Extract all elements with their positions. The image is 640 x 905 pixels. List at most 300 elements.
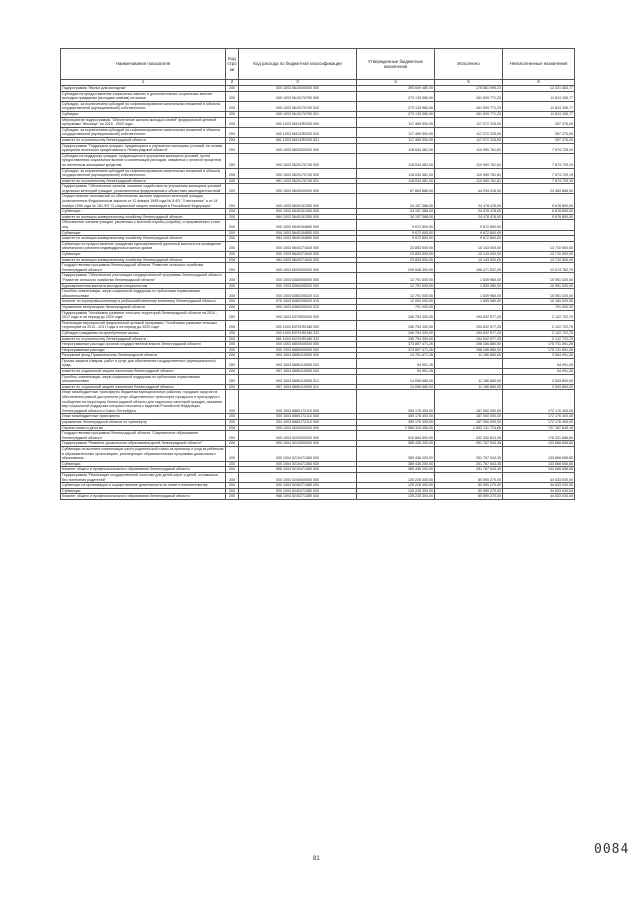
row-expense-code: 000 1003 5640154850 530 bbox=[239, 230, 357, 236]
row-name: Прочая закупка товаров, работ и услуг для обеспечения государственных (муниципальных) нужд bbox=[61, 358, 226, 368]
row-name: Подпрограмма "Развитие дошкольного образования детей Ленинградской области" bbox=[61, 441, 226, 447]
row-line-code: 200 bbox=[226, 369, 239, 375]
row-name: комитет по строительству Ленинградской области bbox=[61, 336, 226, 342]
row-name: комитет по социальной защите населения Ленинградской области bbox=[61, 384, 226, 390]
table-row bbox=[61, 310, 575, 320]
row-unexecuted: 13 710 500,00 bbox=[503, 252, 575, 258]
row-unexecuted: 44 633 030,00 bbox=[503, 472, 575, 482]
row-name: Реализация мероприятий федеральной целевой программы "Устойчивое развитие сельских территорий на 2014 - 2017 годы и на период до 2020 года" bbox=[61, 320, 226, 330]
row-name: Осуществление полномочий по обеспечению жильем отдельных категорий граждан, установленных Федеральным законом от 12 января 1995 года № 5-ФЗ "О ветеранах" и от 24 ноября 1995 года № 181-ФЗ "О социальной защите инвалидов в Российской Федерации" bbox=[61, 194, 226, 209]
row-name: Субсидии на предоставление социальных выплат и дополнительных социальных выплат молодым гражданам (молодым семьям) на жилье bbox=[61, 91, 226, 101]
row-approved: 395 609 480,00 bbox=[357, 86, 435, 92]
table-row bbox=[61, 153, 575, 168]
table-row bbox=[61, 184, 575, 194]
row-expense-code: 000 1003 5640271640 530 bbox=[239, 252, 357, 258]
row-expense-code: 000 1003 5640151350 000 bbox=[239, 194, 357, 209]
row-line-code: 200 bbox=[226, 111, 239, 117]
table-row bbox=[61, 241, 575, 251]
row-executed: 11 186 880,00 bbox=[435, 353, 503, 359]
row-expense-code: 990 1003 6380205020 313 bbox=[239, 304, 357, 310]
row-approved: 23 853 500,00 bbox=[357, 241, 435, 251]
row-expense-code: 000 1003 6380205020 313 bbox=[239, 289, 357, 299]
table-row bbox=[61, 273, 575, 283]
budget-execution-table bbox=[60, 48, 575, 500]
row-line-code: 200 bbox=[226, 263, 239, 273]
row-line-code: 200 bbox=[226, 220, 239, 230]
row-expense-code: 000 1003 6860172110 540 bbox=[239, 414, 357, 420]
row-name: Единовременная выплата молодым специалистам bbox=[61, 283, 226, 289]
row-line-code: 200 bbox=[226, 127, 239, 137]
row-approved: 9 672 800,00 bbox=[357, 236, 435, 242]
row-executed: 24 478 478,00 bbox=[435, 194, 503, 209]
table-row bbox=[61, 263, 575, 273]
row-approved: 34 157 388,00 bbox=[357, 214, 435, 220]
row-expense-code: 000 1003 5610170750 000 bbox=[239, 91, 357, 101]
row-executed: 251 767 543,35 bbox=[435, 467, 503, 473]
row-executed: 117 072 225,00 bbox=[435, 137, 503, 143]
table-row bbox=[61, 431, 575, 441]
row-executed: 196 471 537,25 bbox=[435, 263, 503, 273]
row-executed: 9 672 800,00 bbox=[435, 220, 503, 230]
row-line-code: 200 bbox=[226, 358, 239, 368]
row-line-code: 200 bbox=[226, 289, 239, 299]
row-executed: 10 143 000,00 bbox=[435, 241, 503, 251]
row-unexecuted: 7 674 729,19 bbox=[503, 153, 575, 168]
row-line-code: 200 bbox=[226, 461, 239, 467]
row-approved: 9 672 800,00 bbox=[357, 220, 435, 230]
row-executed: 187 000 000,00 bbox=[435, 414, 503, 420]
row-expense-code: 000 1003 6370000000 000 bbox=[239, 310, 357, 320]
row-approved: 209 546 300,00 bbox=[357, 263, 435, 273]
row-expense-code: 254 1003 6860172110 540 bbox=[239, 420, 357, 426]
row-approved: 273 133 980,00 bbox=[357, 111, 435, 117]
row-name: Обеспечение жильем граждан, уволенных с военной службы (службы), и приравненных к ним лиц bbox=[61, 220, 226, 230]
row-line-code: 200 bbox=[226, 431, 239, 441]
row-approved: 125 228 300,00 bbox=[357, 483, 435, 489]
row-line-code: 200 bbox=[226, 336, 239, 342]
row-unexecuted: 7 674 729,19 bbox=[503, 178, 575, 184]
header-row bbox=[61, 49, 575, 80]
row-approved: 67 663 886,00 bbox=[357, 184, 435, 194]
table-row bbox=[61, 446, 575, 461]
row-expense-code: 000 1003 56101R0200 520 bbox=[239, 127, 357, 137]
row-approved: 118 634 481,00 bbox=[357, 143, 435, 153]
row-name: Управление ветеринарии Ленинградской области bbox=[61, 304, 226, 310]
row-expense-code: 000 1003 6000000000 000 bbox=[239, 263, 357, 273]
row-expense-code: 000 1003 6860172110 000 bbox=[239, 390, 357, 414]
row-unexecuted: 133 668 656,65 bbox=[503, 461, 575, 467]
row-unexecuted: 11 624 208,77 bbox=[503, 91, 575, 101]
row-approved: 385 436 200,00 bbox=[357, 441, 435, 447]
row-approved: 125 228 300,00 bbox=[357, 488, 435, 494]
table-row bbox=[61, 214, 575, 220]
row-unexecuted: 9 678 890,00 bbox=[503, 214, 575, 220]
row-approved: 359 176 400,00 bbox=[357, 390, 435, 414]
row-unexecuted: 737 187 845,16 bbox=[503, 425, 575, 431]
row-unexecuted: 44 633 030,00 bbox=[503, 483, 575, 489]
row-executed: 9 672 800,00 bbox=[435, 236, 503, 242]
row-expense-code: 000 1003 6860110050 244 bbox=[239, 358, 357, 368]
row-expense-code: 000 1003 5610000000 000 bbox=[239, 86, 357, 92]
table-row bbox=[61, 472, 575, 482]
row-executed: 332 342 813,35 bbox=[435, 431, 503, 441]
row-line-code: 200 bbox=[226, 101, 239, 111]
row-executed: 1 839 980,00 bbox=[435, 283, 503, 289]
row-line-code: 200 bbox=[226, 425, 239, 431]
row-approved: 791 000,00 bbox=[357, 304, 435, 310]
row-approved: 385 436 200,00 bbox=[357, 461, 435, 467]
table-row bbox=[61, 342, 575, 348]
row-line-code: 200 bbox=[226, 374, 239, 384]
row-executed: 11 186 880,00 bbox=[435, 384, 503, 390]
row-executed: 80 595 270,00 bbox=[435, 472, 503, 482]
row-line-code: 200 bbox=[226, 414, 239, 420]
table-row bbox=[61, 330, 575, 336]
row-name: Подпрограмма "Обеспечение жильем, оказание содействия по улучшению жилищных условий отдельных категорий граждан, установленных федеральным и областным законодательством" bbox=[61, 184, 226, 194]
table-row bbox=[61, 168, 575, 178]
row-approved: 273 133 980,00 bbox=[357, 101, 435, 111]
row-line-code: 200 bbox=[226, 91, 239, 101]
row-approved: 373 897 471,26 bbox=[357, 342, 435, 348]
row-expense-code: 000 1003 6380000000 000 bbox=[239, 273, 357, 283]
row-approved: 373 897 471,26 bbox=[357, 347, 435, 353]
header-number: 3 bbox=[239, 80, 357, 86]
row-executed: 10 143 000,00 bbox=[435, 257, 503, 263]
row-expense-code: 981 1003 63701R0180 322 bbox=[239, 336, 357, 342]
row-name: Субсидии, за исключением субсидий на софинансирование капитальных вложений в объекты государственной (муниципальной) собственности bbox=[61, 127, 226, 137]
row-line-code: 200 bbox=[226, 494, 239, 500]
row-name: Субсидии, за исключением субсидий на софинансирование капитальных вложений в объекты государственной (муниципальной) собственности bbox=[61, 168, 226, 178]
row-unexecuted: 13 710 500,00 bbox=[503, 241, 575, 251]
row-unexecuted: 3 509 800,00 bbox=[503, 374, 575, 384]
row-executed: 261 509 771,23 bbox=[435, 111, 503, 117]
row-unexecuted: 10 951 020,00 bbox=[503, 273, 575, 283]
row-approved: 14 751 671,26 bbox=[357, 353, 435, 359]
row-line-code: 200 bbox=[226, 310, 239, 320]
table-row bbox=[61, 441, 575, 447]
row-approved: 34 157 388,00 bbox=[357, 194, 435, 209]
row-line-code: 200 bbox=[226, 390, 239, 414]
row-expense-code: 000 1004 5240271380 000 bbox=[239, 483, 357, 489]
table-row bbox=[61, 220, 575, 230]
row-line-code: 200 bbox=[226, 236, 239, 242]
row-line-code: 200 bbox=[226, 86, 239, 92]
row-line-code: 200 bbox=[226, 420, 239, 426]
row-expense-code: 000 1003 63701R0180 322 bbox=[239, 330, 357, 336]
row-executed: 80 595 270,00 bbox=[435, 488, 503, 494]
table-row bbox=[61, 320, 575, 330]
row-line-code: 200 bbox=[226, 472, 239, 482]
row-approved: 359 176 400,00 bbox=[357, 414, 435, 420]
row-expense-code: 000 1003 5620170740 520 bbox=[239, 168, 357, 178]
row-expense-code: 975 1003 6380205020 313 bbox=[239, 299, 357, 305]
row-name: Подпрограмма "Жилье для молодежи" bbox=[61, 86, 226, 92]
row-expense-code: 000 1004 5210471360 530 bbox=[239, 461, 357, 467]
header-name: Наименование показателя bbox=[61, 49, 226, 80]
row-unexecuted: 54 991,26 bbox=[503, 369, 575, 375]
row-approved: 23 853 500,00 bbox=[357, 257, 435, 263]
row-expense-code: 000 1003 5610170750 520 bbox=[239, 101, 357, 111]
row-approved: 2 589 329 450,00 bbox=[357, 425, 435, 431]
row-approved: 12 000 000,00 bbox=[357, 299, 435, 305]
row-executed: 1 839 980,00 bbox=[435, 299, 503, 305]
row-line-code: 200 bbox=[226, 178, 239, 184]
row-expense-code: 000 1003 5620170740 000 bbox=[239, 153, 357, 168]
row-expense-code: 957 1003 6860110050 312 bbox=[239, 384, 357, 390]
row-unexecuted: 178 321 686,65 bbox=[503, 431, 575, 441]
row-unexecuted: 133 668 656,65 bbox=[503, 441, 575, 447]
row-unexecuted: 10 951 020,00 bbox=[503, 283, 575, 289]
row-name: Субвенции bbox=[61, 488, 226, 494]
row-line-code: 200 bbox=[226, 299, 239, 305]
row-line-code: 200 bbox=[226, 214, 239, 220]
header-executed: Исполнено bbox=[435, 49, 503, 80]
row-executed: 110 959 761,81 bbox=[435, 168, 503, 178]
row-line-code: 200 bbox=[226, 330, 239, 336]
row-executed: 187 000 000,00 bbox=[435, 390, 503, 414]
row-unexecuted: 133 668 656,65 bbox=[503, 446, 575, 461]
row-name: Подпрограмма "Устойчивое развитие сельских территорий Ленинградской области на 2014 - 2017 годы и на период до 2020 года" bbox=[61, 310, 226, 320]
row-expense-code: 000 1004 5200000000 000 bbox=[239, 431, 357, 441]
row-line-code: 200 bbox=[226, 168, 239, 178]
row-approved: 118 634 481,00 bbox=[357, 178, 435, 184]
row-executed: 110 959 761,81 bbox=[435, 153, 503, 168]
table-row bbox=[61, 101, 575, 111]
header-approved: Утвержденные бюджетные назначения bbox=[357, 49, 435, 80]
row-unexecuted: 172 176 400,00 bbox=[503, 420, 575, 426]
row-approved: 12 791 000,00 bbox=[357, 283, 435, 289]
row-line-code: 200 bbox=[226, 347, 239, 353]
table-row bbox=[61, 353, 575, 359]
row-unexecuted: 175 731 591,26 bbox=[503, 347, 575, 353]
row-name: Субсидии, за исключением субсидий на софинансирование капитальных вложений в объекты государственной (муниципальной) собственности bbox=[61, 101, 226, 111]
row-executed: 175 581 995,23 bbox=[435, 86, 503, 92]
row-name: Подпрограмма "Обеспечение реализации государственной программы Ленинградской области "Развитие сельского хозяйства Ленинградской области" bbox=[61, 273, 226, 283]
row-unexecuted: 3 564 991,26 bbox=[503, 353, 575, 359]
row-line-code: 200 bbox=[226, 241, 239, 251]
row-expense-code: 000 1004 5240000000 000 bbox=[239, 472, 357, 482]
row-expense-code: 000 1004 0000000000 000 bbox=[239, 425, 357, 431]
row-line-code: 200 bbox=[226, 252, 239, 258]
row-expense-code: 000 1003 63701R0180 000 bbox=[239, 320, 357, 330]
table-body bbox=[61, 86, 575, 500]
row-approved: 34 157 388,00 bbox=[357, 209, 435, 215]
table-row bbox=[61, 283, 575, 289]
row-unexecuted: 397 275,00 bbox=[503, 127, 575, 137]
row-expense-code: 000 1003 56101R0200 000 bbox=[239, 117, 357, 127]
row-executed: 198 166 880,00 bbox=[435, 342, 503, 348]
row-name: Субвенции на организацию и осуществление деятельности по опеке и попечительству bbox=[61, 483, 226, 489]
row-name: Государственная программа Ленинградской области "Современное образование Ленинградской области" bbox=[61, 431, 226, 441]
row-expense-code: 000 1004 5210000000 000 bbox=[239, 441, 357, 447]
row-approved: 385 436 200,00 bbox=[357, 467, 435, 473]
row-name: Субвенции bbox=[61, 252, 226, 258]
row-approved: 12 791 000,00 bbox=[357, 289, 435, 299]
row-approved: 14 696 680,00 bbox=[357, 374, 435, 384]
row-name: Резервный фонд Правительства Ленинградской области bbox=[61, 353, 226, 359]
row-executed: 261 509 771,23 bbox=[435, 91, 503, 101]
page-stamp: 0084 bbox=[594, 842, 630, 857]
row-line-code: 200 bbox=[226, 304, 239, 310]
row-unexecuted: 9 678 890,00 bbox=[503, 194, 575, 209]
row-name: Субвенции bbox=[61, 209, 226, 215]
row-line-code: 200 bbox=[226, 488, 239, 494]
row-approved: 196 754 300,00 bbox=[357, 336, 435, 342]
table-row bbox=[61, 299, 575, 305]
row-name: комитет по жилищно-коммунальному хозяйству Ленинградской области bbox=[61, 236, 226, 242]
row-line-code: 200 bbox=[226, 257, 239, 263]
table-row bbox=[61, 289, 575, 299]
row-line-code: 200 bbox=[226, 283, 239, 289]
row-name: Мероприятие подпрограммы "Обеспечение жильем молодых семей" федеральной целевой программы "Жилище" на 2015 - 2020 годы bbox=[61, 117, 226, 127]
row-unexecuted: 13 074 762,75 bbox=[503, 263, 575, 273]
row-name: Субсидии гражданам на приобретение жилья bbox=[61, 330, 226, 336]
row-approved: 12 791 000,00 bbox=[357, 273, 435, 283]
row-name: Субвенции на предоставление гражданам единовременной денежной выплаты на проведение капитального ремонта индивидуальных жилых домов bbox=[61, 241, 226, 251]
row-line-code: 200 bbox=[226, 384, 239, 390]
row-name: Субвенции на выплате компенсации части родительской платы за присмотр и уход за ребенком в образовательных организациях, реализующих образовательные программы дошкольного образования bbox=[61, 446, 226, 461]
row-name: Непрограммные расходы органов государственной власти Ленинградской области bbox=[61, 342, 226, 348]
row-expense-code: 000 1004 5210471360 000 bbox=[239, 446, 357, 461]
row-approved: 14 696 680,00 bbox=[357, 384, 435, 390]
row-executed: 11 186 880,00 bbox=[435, 374, 503, 384]
row-expense-code: 984 1003 5640154850 530 bbox=[239, 236, 357, 242]
row-unexecuted: 11 624 208,77 bbox=[503, 111, 575, 117]
row-expense-code: 968 1004 5240271380 530 bbox=[239, 494, 357, 500]
row-line-code: 200 bbox=[226, 353, 239, 359]
row-name: Подпрограмма "Поддержка граждан, нуждающихся в улучшении жилищных условий, на основе принципов ипотечного кредитования в Ленинградской области" bbox=[61, 143, 226, 153]
row-name: комитет по строительству Ленинградской области bbox=[61, 178, 226, 184]
row-executed: 110 959 761,81 bbox=[435, 143, 503, 153]
row-approved: 118 634 481,00 bbox=[357, 168, 435, 178]
row-name: Комитет по агропромышленному и рыбохозяйственному комплексу Ленинградской области bbox=[61, 299, 226, 305]
row-unexecuted: 397 275,00 bbox=[503, 137, 575, 143]
row-executed: 110 959 761,81 bbox=[435, 178, 503, 184]
row-name: Иные межбюджетные трансферты bbox=[61, 414, 226, 420]
row-line-code: 200 bbox=[226, 137, 239, 143]
row-expense-code: 000 1003 5640154850 000 bbox=[239, 220, 357, 230]
row-expense-code: 984 1003 5640271640 530 bbox=[239, 257, 357, 263]
header-expense-code: Код расхода по бюджетной классификации bbox=[239, 49, 357, 80]
table-row bbox=[61, 358, 575, 368]
header-number: 2 bbox=[226, 80, 239, 86]
row-executed: 1 839 980,00 bbox=[435, 289, 503, 299]
row-executed: 198 166 880,00 bbox=[435, 347, 503, 353]
row-unexecuted: 13 710 500,00 bbox=[503, 257, 575, 263]
table-row bbox=[61, 137, 575, 143]
row-line-code: 200 bbox=[226, 184, 239, 194]
row-name: Субвенции bbox=[61, 230, 226, 236]
row-expense-code: 000 1004 5240271380 530 bbox=[239, 488, 357, 494]
row-line-code: 200 bbox=[226, 194, 239, 209]
row-approved: 273 133 980,00 bbox=[357, 91, 435, 101]
row-approved: 196 754 300,00 bbox=[357, 310, 435, 320]
row-name: Подпрограмма "Реализация государственной политики для детей-сирот и детей, оставшихся без попечения родителей" bbox=[61, 472, 226, 482]
row-approved: 196 754 300,00 bbox=[357, 320, 435, 330]
row-executed: 80 595 270,00 bbox=[435, 483, 503, 489]
row-unexecuted: 397 275,00 bbox=[503, 117, 575, 127]
row-line-code: 200 bbox=[226, 467, 239, 473]
row-unexecuted: 2 122 722,75 bbox=[503, 330, 575, 336]
row-approved: 9 672 800,00 bbox=[357, 230, 435, 236]
row-expense-code: 000 1003 6860110050 000 bbox=[239, 353, 357, 359]
row-name: Иные межбюджетные трансферты бюджетам муниципальных районов, городских округов на обеспечение равной доступности услуг общественного транспорта городского и пригородного сообщения на территории Ленинградской области для отдельных категорий граждан, оказание мер социальной поддержки которым относится к ведению Российской Федерации, Ленинградской области и Санкт-Петербурга bbox=[61, 390, 226, 414]
row-executed: 10 143 000,00 bbox=[435, 252, 503, 258]
row-line-code: 200 bbox=[226, 209, 239, 215]
header-number: 6 bbox=[503, 80, 575, 86]
row-approved: 54 991,26 bbox=[357, 358, 435, 368]
table-row bbox=[61, 374, 575, 384]
row-unexecuted: 7 674 729,19 bbox=[503, 168, 575, 178]
row-line-code: 200 bbox=[226, 446, 239, 461]
row-executed: 251 767 543,35 bbox=[435, 446, 503, 461]
row-line-code: 200 bbox=[226, 320, 239, 330]
row-unexecuted: 175 731 591,26 bbox=[503, 342, 575, 348]
row-name: Государственная программа Ленинградской области "Развитие сельского хозяйства Ленинградской области" bbox=[61, 263, 226, 273]
row-line-code: 200 bbox=[226, 143, 239, 153]
row-executed: 1 839 980,00 bbox=[435, 273, 503, 283]
row-approved: 385 436 200,00 bbox=[357, 446, 435, 461]
row-name: комитет по жилищно-коммунальному хозяйству Ленинградской области bbox=[61, 214, 226, 220]
row-executed: 194 632 577,25 bbox=[435, 330, 503, 336]
row-approved: 117 469 500,00 bbox=[357, 137, 435, 143]
header-number: 1 bbox=[61, 80, 226, 86]
page-number: 81 bbox=[313, 856, 320, 862]
row-executed: 44 294 218,00 bbox=[435, 184, 503, 194]
row-expense-code: 000 1003 5640271640 000 bbox=[239, 241, 357, 251]
row-executed: 117 072 225,00 bbox=[435, 127, 503, 137]
row-name: Субвенции bbox=[61, 461, 226, 467]
table-row bbox=[61, 483, 575, 489]
row-expense-code: 968 1004 5210471360 530 bbox=[239, 467, 357, 473]
row-executed: 251 767 543,35 bbox=[435, 461, 503, 467]
table-row bbox=[61, 467, 575, 473]
row-unexecuted: 44 633 030,00 bbox=[503, 494, 575, 500]
row-name: Субсидии bbox=[61, 111, 226, 117]
row-expense-code: 981 1003 56101R0200 521 bbox=[239, 137, 357, 143]
table-row bbox=[61, 127, 575, 137]
row-unexecuted: 2 122 722,75 bbox=[503, 310, 575, 320]
table-row bbox=[61, 494, 575, 500]
header-number: 4 bbox=[357, 80, 435, 86]
row-executed: 24 478 478,00 bbox=[435, 209, 503, 215]
row-executed: 117 072 225,00 bbox=[435, 117, 503, 127]
row-expense-code: 957 1003 6860110050 244 bbox=[239, 369, 357, 375]
row-expense-code: 000 1003 6860000000 000 bbox=[239, 347, 357, 353]
row-executed: 194 632 577,25 bbox=[435, 320, 503, 330]
row-unexecuted: 9 678 890,00 bbox=[503, 209, 575, 215]
row-expense-code: 000 1003 6860110050 312 bbox=[239, 374, 357, 384]
row-executed: 187 000 000,00 bbox=[435, 420, 503, 426]
row-line-code: 200 bbox=[226, 342, 239, 348]
row-executed: 80 595 270,00 bbox=[435, 494, 503, 500]
row-name: Комитет общего и профессионального образования Ленинградской области bbox=[61, 467, 226, 473]
row-unexecuted: 3 509 800,00 bbox=[503, 384, 575, 390]
row-expense-code: 000 1003 5610170750 521 bbox=[239, 111, 357, 117]
row-unexecuted: 10 951 020,00 bbox=[503, 289, 575, 299]
row-line-code: 200 bbox=[226, 273, 239, 283]
row-executed: 1 852 141 724,66 bbox=[435, 425, 503, 431]
row-unexecuted: 10 160 020,00 bbox=[503, 299, 575, 305]
row-unexecuted: 2 122 722,75 bbox=[503, 320, 575, 330]
row-approved: 23 853 500,00 bbox=[357, 252, 435, 258]
row-name: Пособия, компенсации, меры социальной поддержки по публичным нормативным обязательствам bbox=[61, 374, 226, 384]
header-line-code: Код стро ки bbox=[226, 49, 239, 80]
table-row bbox=[61, 390, 575, 414]
row-name: управление Ленинградской области по транспорту bbox=[61, 420, 226, 426]
row-executed: 251 767 543,35 bbox=[435, 441, 503, 447]
row-approved: 54 991,26 bbox=[357, 369, 435, 375]
